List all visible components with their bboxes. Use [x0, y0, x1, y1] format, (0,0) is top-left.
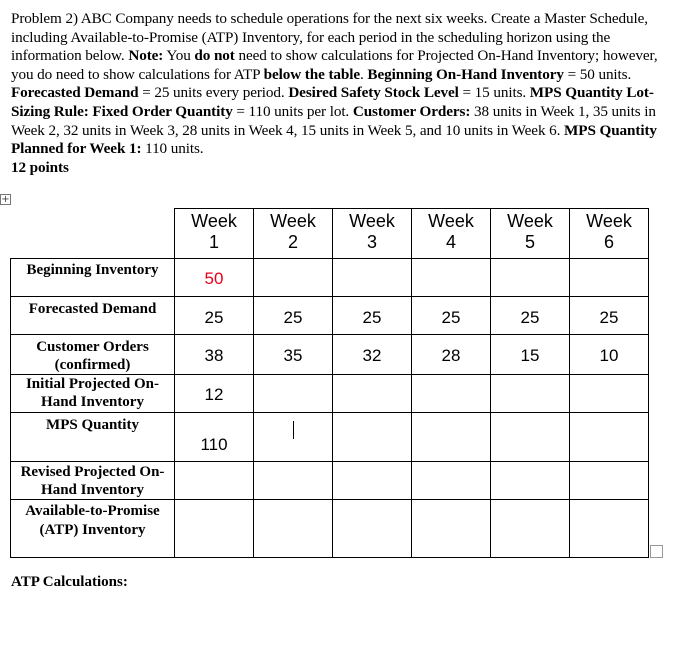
cell-customer-orders-w4[interactable]: 28 — [412, 335, 491, 375]
cell-atp-w1[interactable] — [175, 500, 254, 558]
cell-initial-poh-w1[interactable]: 12 — [175, 375, 254, 413]
cell-atp-w2[interactable] — [254, 500, 333, 558]
week-6-header: Week 6 — [570, 209, 649, 259]
cell-initial-poh-w2[interactable] — [254, 375, 333, 413]
table-row — [11, 335, 649, 375]
row-label-revised-projected-on-hand: Revised Projected On-Hand Inventory — [11, 462, 175, 500]
cell-revised-poh-w4[interactable] — [412, 462, 491, 500]
cell-atp-w4[interactable] — [412, 500, 491, 558]
cell-initial-poh-w4[interactable] — [412, 375, 491, 413]
cell-forecasted-demand-w6[interactable]: 25 — [570, 297, 649, 335]
table-row — [11, 462, 649, 500]
cell-forecasted-demand-w1[interactable]: 25 — [175, 297, 254, 335]
cell-mps-quantity-w4[interactable] — [412, 413, 491, 462]
cell-mps-quantity-w5[interactable] — [491, 413, 570, 462]
cell-beginning-inventory-w1[interactable]: 50 — [175, 259, 254, 297]
atp-calculations-heading: ATP Calculations: — [11, 574, 128, 590]
cell-revised-poh-w3[interactable] — [333, 462, 412, 500]
cell-initial-poh-w3[interactable] — [333, 375, 412, 413]
cell-beginning-inventory-w4[interactable] — [412, 259, 491, 297]
week-1-header: Week 1 — [175, 209, 254, 259]
cell-atp-w3[interactable] — [333, 500, 412, 558]
cell-beginning-inventory-w5[interactable] — [491, 259, 570, 297]
row-label-initial-projected-on-hand: Initial Projected On-Hand Inventory — [11, 375, 175, 413]
table-move-handle[interactable]: + — [1, 194, 10, 205]
cell-customer-orders-w2[interactable]: 35 — [254, 335, 333, 375]
table-row — [11, 259, 649, 297]
table-row — [11, 500, 649, 558]
cell-initial-poh-w5[interactable] — [491, 375, 570, 413]
table-row — [11, 413, 649, 462]
cell-mps-quantity-w1[interactable]: 110 — [175, 413, 254, 462]
points-label: 12 points — [11, 158, 69, 176]
header-corner — [11, 209, 175, 259]
week-5-header: Week 5 — [491, 209, 570, 259]
cell-customer-orders-w1[interactable]: 38 — [175, 335, 254, 375]
cell-mps-quantity-w2[interactable] — [254, 413, 333, 462]
cell-customer-orders-w6[interactable]: 10 — [570, 335, 649, 375]
cell-forecasted-demand-w2[interactable]: 25 — [254, 297, 333, 335]
table-row — [11, 297, 649, 335]
cell-revised-poh-w6[interactable] — [570, 462, 649, 500]
cell-revised-poh-w1[interactable] — [175, 462, 254, 500]
cell-mps-quantity-w6[interactable] — [570, 413, 649, 462]
cell-mps-quantity-w3[interactable] — [333, 413, 412, 462]
cell-atp-w5[interactable] — [491, 500, 570, 558]
row-label-atp: Available-to-Promise (ATP) Inventory — [11, 500, 175, 558]
row-label-customer-orders: Customer Orders (confirmed) — [11, 335, 175, 375]
cell-forecasted-demand-w5[interactable]: 25 — [491, 297, 570, 335]
row-label-beginning-inventory: Beginning Inventory — [11, 259, 175, 297]
master-schedule-table — [10, 208, 649, 558]
cell-customer-orders-w5[interactable]: 15 — [491, 335, 570, 375]
cell-beginning-inventory-w2[interactable] — [254, 259, 333, 297]
cell-forecasted-demand-w4[interactable]: 25 — [412, 297, 491, 335]
text-cursor — [293, 421, 294, 439]
problem-statement: Problem 2) ABC Company needs to schedule operations for the next six weeks. Create a Master Schedule, including Available-to-Promise (ATP) Inventory, for each period in the scheduling horizon using the information below. Note: You do not need to show calculations for Projected On-Hand Inventory; however, you do need to show calculations for ATP below the table. Beginning On-Hand Inventory = 50 units. Forecasted Demand = 25 units every period. Desired Safety Stock Level = 15 units. MPS Quantity Lot-Sizing Rule: Fixed Order Quantity = 110 units per lot. Customer Orders: 38 units in Week 1, 35 units in Week 2, 32 units in Week 3, 28 units in Week 4, 15 units in Week 5, and 10 units in Week 6. MPS Quantity Planned for Week 1: 110 units. 12 points — [11, 10, 658, 176]
week-3-header: Week 3 — [333, 209, 412, 259]
cell-forecasted-demand-w3[interactable]: 25 — [333, 297, 412, 335]
week-4-header: Week 4 — [412, 209, 491, 259]
week-2-header: Week 2 — [254, 209, 333, 259]
cell-customer-orders-w3[interactable]: 32 — [333, 335, 412, 375]
table-row — [11, 375, 649, 413]
cell-revised-poh-w2[interactable] — [254, 462, 333, 500]
week-header-row — [11, 209, 649, 259]
row-label-mps-quantity: MPS Quantity — [11, 413, 175, 462]
cell-atp-w6[interactable] — [570, 500, 649, 558]
row-label-forecasted-demand: Forecasted Demand — [11, 297, 175, 335]
cell-initial-poh-w6[interactable] — [570, 375, 649, 413]
cell-beginning-inventory-w6[interactable] — [570, 259, 649, 297]
cell-revised-poh-w5[interactable] — [491, 462, 570, 500]
table-resize-handle[interactable] — [650, 545, 663, 558]
cell-beginning-inventory-w3[interactable] — [333, 259, 412, 297]
